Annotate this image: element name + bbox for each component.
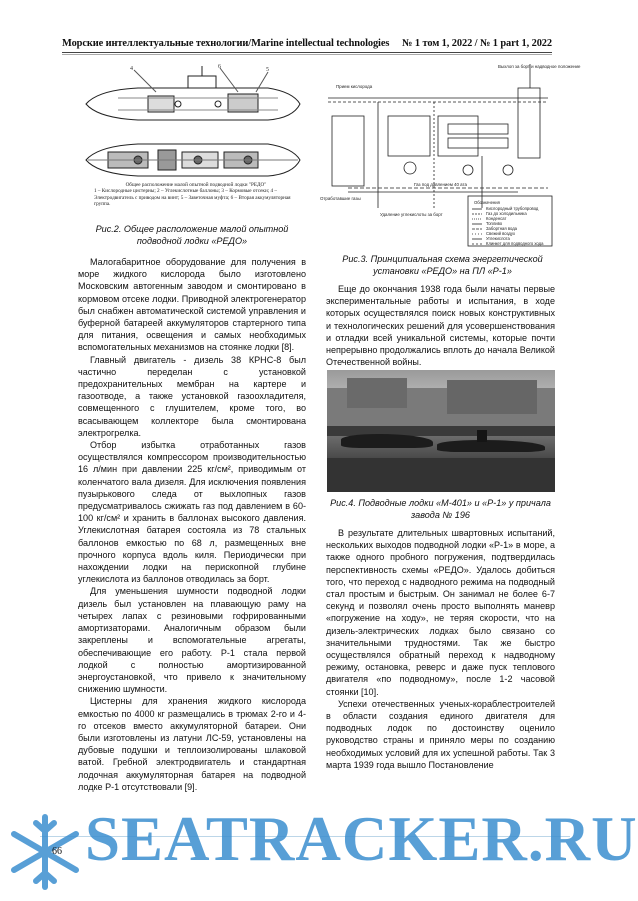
legend-item: Кислородный трубопровод (486, 206, 539, 211)
right-column-top (326, 283, 555, 368)
svg-text:6: 6 (218, 64, 221, 70)
legend-item: Забортная вода (486, 226, 517, 231)
label-outboard: Удаление углекислоты за борт (380, 212, 443, 217)
figure-3-schematic (318, 58, 581, 248)
legend-item: Углекислота (486, 236, 510, 241)
legend-title: Обозначения (474, 200, 500, 205)
label-gas-pressure: Газ под давлением 40 ата (414, 182, 467, 187)
label-intake: Прием кислорода (336, 84, 373, 89)
right-column-bottom (326, 527, 555, 771)
svg-text:5: 5 (266, 67, 269, 73)
label-exhaust: Отработавшие газы (320, 196, 361, 201)
figure-2-inner-caption: Общее расположение малой опытной подводной лодки "РЕДО" (125, 182, 267, 188)
paragraph: В результате длительных швартовных испытаний, нескольких выходов подводной лодки «Р-1» в море, а также одного пробного погружения, подтвердилась перспективность схемы «РЕДО». Удалось добиться того, что переход с надводного режима на подводный стал простым и быстрым. Он занимал не более 6-7 секунд и позволял очень просто выполнять маневр «погружение на ходу», не теряя скорости, что на дизель-электрических лодках было связано со значительными трудностями. Так же быстро осуществлялся обратный переход к надводному режиму, остановка, реверс и даже пуск теплового двигателя «по подводному», после 1-2 часовой стоянки [10]. (326, 528, 555, 697)
legend-item: Клинкет для подводного хода (486, 241, 544, 246)
figure-2-drawing (78, 62, 304, 222)
figure-4-caption: Рис.4. Подводные лодки «М-401» и «Р-1» у причала завода № 196 (330, 498, 551, 520)
left-column (78, 256, 306, 793)
paragraph: Главный двигатель - дизель 38 КРНС-8 был частично переделан с установкой предохранительных мембран на картере и газоотводе, а также установкой газоохладителя, совмещенного с глушителем, кроме того, во всасывающем коллекторе была смонтирована электрогрелка. (78, 354, 306, 438)
figure-3-caption: Рис.3. Принципиальная схема энергетической установки «РЕДО» на ПЛ «Р-1» (342, 254, 543, 276)
journal-title: Морские интеллектуальные технологии/Marine intellectual technologies (62, 38, 390, 49)
paragraph: Успехи отечественных ученых-кораблестроителей в области создания единого двигателя для подводных лодок по достоинству оценило руководство страны и приняло меры по созданию необходимых условий для их успешной работы. Так 3 марта 1939 года вышло Постановление (326, 698, 555, 770)
header-rule-thin (62, 54, 552, 55)
legend-item: Топливо (486, 221, 503, 226)
paragraph: Отбор избытка отработанных газов осуществлялся компрессором производительностью 16 л/мин при давлении 225 кг/см², приводимым от коленчатого вала дизеля. Для исключения появления пузырькового следа от выхлопных газов предусматривалось сжижать газ под давлением в 60-100 кг/см² и хранить в баллонах высокого давления. Углекислотная батарея состояла из 78 стальных баллонов емкостью по 68 л, размещенных вне прочного корпуса вдоль киля. Периодически при нахождении лодки на перископной глубине углекислота из баллонов отводилась за борт. (78, 440, 306, 585)
paragraph: Малогабаритное оборудование для получения в море жидкого кислорода было изготовлено Московским автогенным заводом и смонтировано в кормовом отсеке лодки. Приводной электрогенератор был снабжен автоматической системой управления и буферной батареей аккумуляторов стартерного типа для питания, освещения и самых необходимых вспомогательных механизмов на стоянке лодки [8]. (78, 257, 306, 353)
paragraph: Цистерны для хранения жидкого кислорода емкостью по 4000 кг размещались в трюмах 2-го и 4-го отсеков вместо аккумуляторной батареи. Они были изготовлены из латуни ЛС-59, установлены на дубовые подушки и теплоизолированы шлаковой ватой. Гребной электродвигатель и стандартная лодочная аккумуляторная батарея на подводной лодке Р-1 отсутствовали [9]. (78, 696, 306, 792)
legend-item: Газ до холодильника (486, 211, 527, 216)
header-rule (62, 52, 552, 53)
figure-2-legend: 1 – Кислородные цистерны; 2 – Углекислотные баллоны; 3 – Кормовые отсеки; 4 – Электродвигатель с приводом на винт; 5 – Заветочная муфта; 6 – Вторая аккумуляторная группа. (94, 188, 291, 208)
watermark: SEATRACKER.RU (85, 804, 638, 874)
paragraph: Еще до окончания 1938 года были начаты первые экспериментальные работы и испытания, в ходе которых осуществлялся поиск новых конструктивных и технологических решений для усовершенствования и отладки всей уникальной системы, которые почти непрерывно продолжались вплоть до начала Великой Отечественной войны. (326, 284, 555, 368)
page-number: 66 (52, 846, 62, 857)
figure-2-caption: Рис.2. Общее расположение малой опытной подводной лодки «РЕДО» (95, 224, 289, 246)
issue-number: № 1 том 1, 2022 / № 1 part 1, 2022 (402, 38, 552, 49)
figure-4-photo (327, 370, 555, 492)
snowflake-icon (6, 813, 84, 891)
paragraph: Для уменьшения шумности подводной лодки дизель был установлен на плавающую раму на четырех лапах с резиновыми гофрированными амортизаторами. Аналогичным образом были закреплены и вспомогательные агрегаты, обеспечивающие его работу. Р-1 стала первой лодкой с полностью амортизированной энергоустановкой, что привело к значительному снижению шумности. (78, 586, 306, 695)
svg-text:4: 4 (130, 66, 133, 72)
running-header (62, 38, 552, 49)
legend-item: Свежий воздух (486, 231, 516, 236)
legend-item: Конденсат (486, 216, 507, 221)
label-shaft: Выхлоп за борт и надводное положение (498, 64, 581, 69)
